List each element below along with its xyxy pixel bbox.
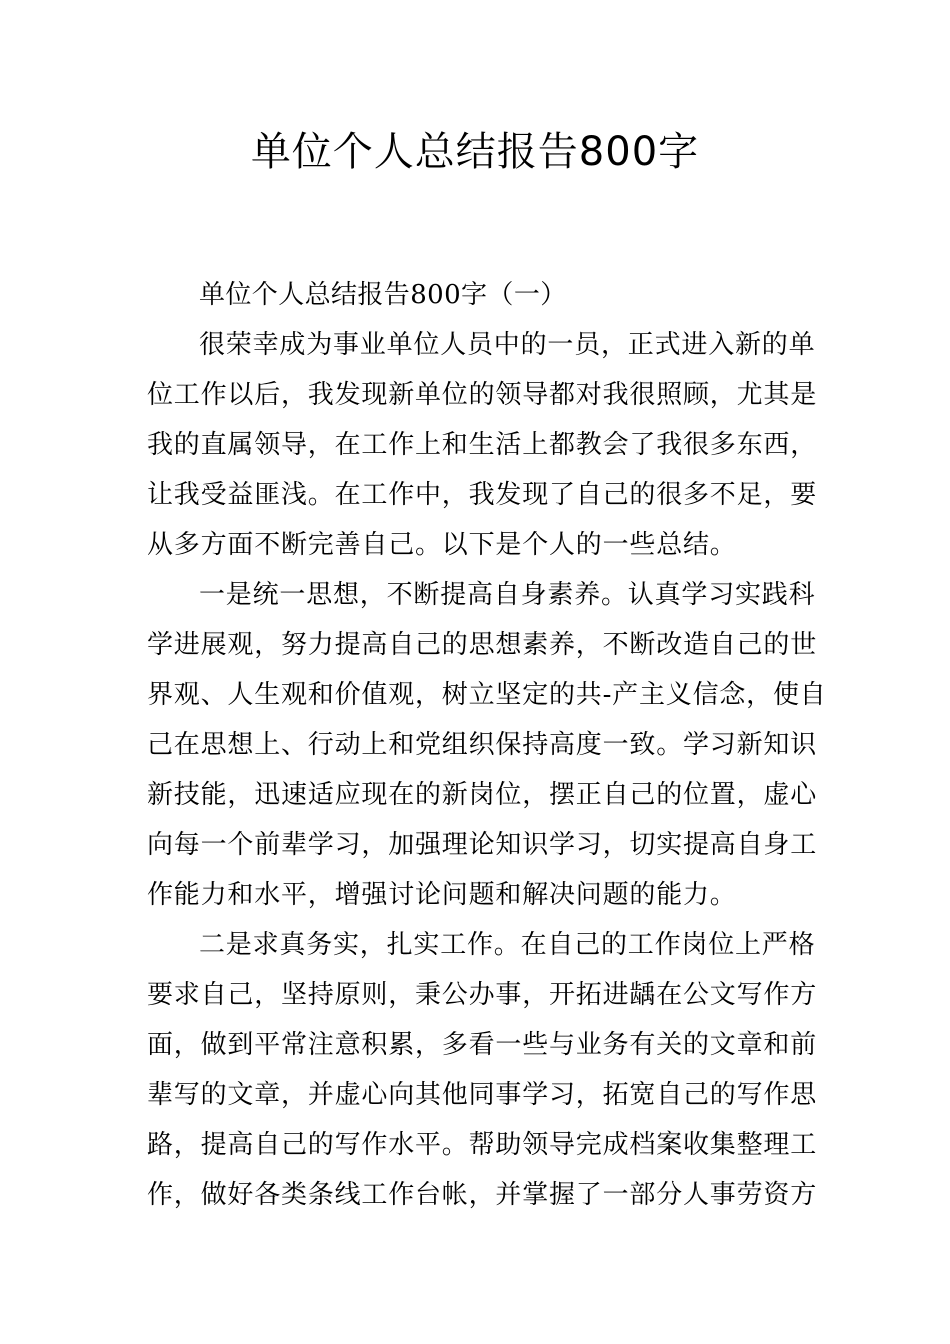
paragraph-line: 辈写的文章，并虚心向其他同事学习，拓宽自己的写作思 [147,1080,818,1110]
paragraph-1 [147,320,818,570]
paragraph-line: 路，提高自己的写作水平。帮助领导完成档案收集整理工 [147,1130,818,1160]
paragraph-line: 位工作以后，我发现新单位的领导都对我很照顾，尤其是 [147,380,818,410]
paragraph-line: 从多方面不断完善自己。以下是个人的一些总结。 [147,530,737,560]
paragraph-line: 我的直属领导，在工作上和生活上都教会了我很多东西， [147,430,818,460]
paragraph-line: 很荣幸成为事业单位人员中的一员，正式进入新的单 [199,330,816,360]
paragraph-line: 新技能，迅速适应现在的新岗位，摆正自己的位置，虚心 [147,780,818,810]
paragraph-line: 学进展观，努力提高自己的思想素养，不断改造自己的世 [147,630,818,660]
paragraph-2 [147,570,827,920]
paragraph-line: 二是求真务实，扎实工作。在自己的工作岗位上严格 [199,930,816,960]
paragraph-line: 作，做好各类条线工作台帐，并掌握了一部分人事劳资方 [147,1180,818,1210]
paragraph-line: 己在思想上、行动上和党组织保持高度一致。学习新知识 [147,730,818,760]
paragraph-line: 让我受益匪浅。在工作中，我发现了自己的很多不足，要 [147,480,818,510]
paragraph-line: 向每一个前辈学习，加强理论知识学习，切实提高自身工 [147,830,818,860]
document-title: 单位个人总结报告800字 [250,129,700,175]
paragraph-line: 作能力和水平，增强讨论问题和解决问题的能力。 [147,880,737,910]
paragraph-line: 一是统一思想，不断提高自身素养。认真学习实践科 [199,580,816,610]
section-subheading: 单位个人总结报告800字（一） [199,280,567,310]
paragraph-line: 要求自己，坚持原则，秉公办事，开拓进龋在公文写作方 [147,980,818,1010]
document-body [147,270,827,1220]
paragraph-line: 界观、人生观和价值观，树立坚定的共-产主义信念，使自 [147,680,827,710]
paragraph-3 [147,920,818,1220]
paragraph-line: 面，做到平常注意积累，多看一些与业务有关的文章和前 [147,1030,818,1060]
